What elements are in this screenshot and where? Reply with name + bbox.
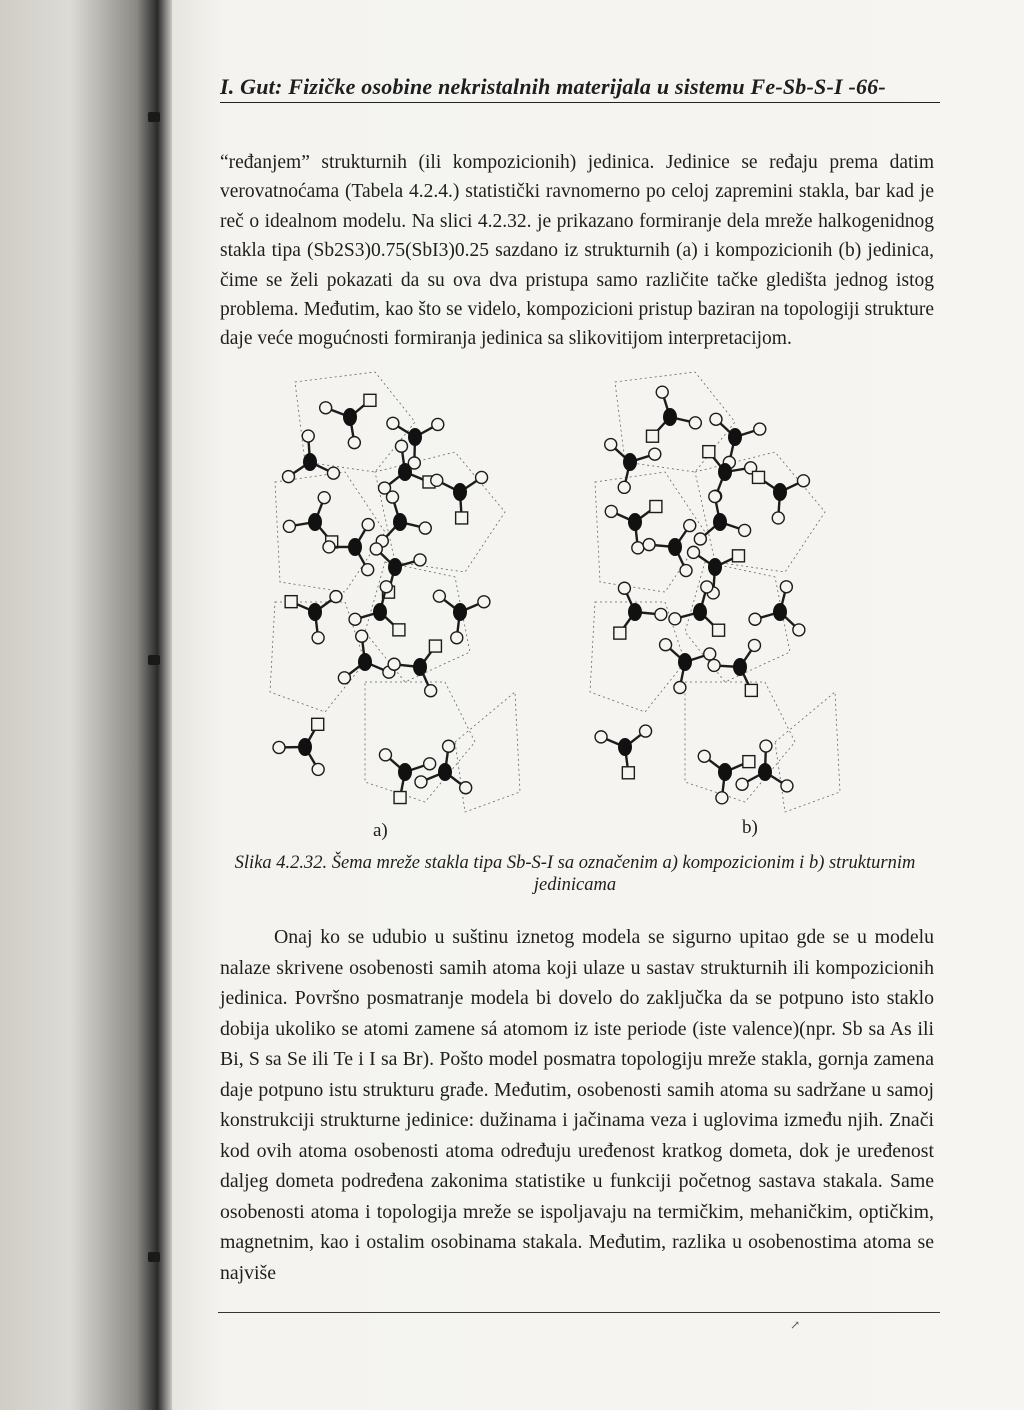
iodine-atom-square bbox=[703, 446, 715, 458]
antimony-atom-dot bbox=[373, 603, 387, 621]
sulfur-atom-circle bbox=[395, 440, 407, 452]
sulfur-atom-circle bbox=[387, 417, 399, 429]
unit-boundary bbox=[775, 692, 840, 812]
antimony-atom-dot bbox=[388, 558, 402, 576]
sulfur-atom-circle bbox=[640, 725, 652, 737]
sulfur-atom-circle bbox=[669, 613, 681, 625]
antimony-atom-dot bbox=[308, 513, 322, 531]
sulfur-atom-circle bbox=[694, 533, 706, 545]
sulfur-atom-circle bbox=[312, 632, 324, 644]
sulfur-atom-circle bbox=[362, 519, 374, 531]
antimony-atom-dot bbox=[398, 463, 412, 481]
sulfur-atom-circle bbox=[380, 581, 392, 593]
sulfur-atom-circle bbox=[433, 590, 445, 602]
network-diagram-a bbox=[255, 362, 525, 822]
antimony-atom-dot bbox=[758, 763, 772, 781]
iodine-atom-square bbox=[456, 512, 468, 524]
sulfur-atom-circle bbox=[388, 658, 400, 670]
antimony-atom-dot bbox=[623, 453, 637, 471]
iodine-atom-square bbox=[614, 627, 626, 639]
antimony-atom-dot bbox=[663, 408, 677, 426]
book-binding-shadow bbox=[0, 0, 175, 1410]
figure-panel-b-label: b) bbox=[742, 817, 758, 838]
sulfur-atom-circle bbox=[632, 542, 644, 554]
unit-boundary bbox=[695, 452, 825, 572]
antimony-atom-dot bbox=[408, 428, 422, 446]
footer-mark: ↗ bbox=[790, 1318, 801, 1332]
sulfur-atom-circle bbox=[660, 639, 672, 651]
antimony-atom-dot bbox=[628, 513, 642, 531]
antimony-atom-dot bbox=[628, 603, 642, 621]
sulfur-atom-circle bbox=[356, 630, 368, 642]
sulfur-atom-circle bbox=[701, 581, 713, 593]
sulfur-atom-circle bbox=[643, 539, 655, 551]
iodine-atom-square bbox=[646, 430, 658, 442]
binding-clip bbox=[148, 655, 160, 665]
sulfur-atom-circle bbox=[330, 591, 342, 603]
antimony-atom-dot bbox=[618, 738, 632, 756]
sulfur-atom-circle bbox=[709, 491, 721, 503]
sulfur-atom-circle bbox=[689, 417, 701, 429]
iodine-atom-square bbox=[429, 640, 441, 652]
sulfur-atom-circle bbox=[349, 613, 361, 625]
sulfur-atom-circle bbox=[432, 418, 444, 430]
sulfur-atom-circle bbox=[708, 659, 720, 671]
antimony-atom-dot bbox=[453, 603, 467, 621]
sulfur-atom-circle bbox=[443, 740, 455, 752]
antimony-atom-dot bbox=[678, 653, 692, 671]
antimony-atom-dot bbox=[718, 463, 732, 481]
sulfur-atom-circle bbox=[431, 474, 443, 486]
sulfur-atom-circle bbox=[780, 581, 792, 593]
antimony-atom-dot bbox=[393, 513, 407, 531]
binding-clip bbox=[148, 1252, 160, 1262]
iodine-atom-square bbox=[713, 624, 725, 636]
sulfur-atom-circle bbox=[419, 522, 431, 534]
antimony-atom-dot bbox=[343, 408, 357, 426]
network-diagram-b bbox=[575, 362, 855, 822]
antimony-atom-dot bbox=[348, 538, 362, 556]
sulfur-atom-circle bbox=[387, 491, 399, 503]
iodine-atom-square bbox=[732, 550, 744, 562]
sulfur-atom-circle bbox=[338, 672, 350, 684]
antimony-atom-dot bbox=[308, 603, 322, 621]
sulfur-atom-circle bbox=[379, 749, 391, 761]
sulfur-atom-circle bbox=[736, 778, 748, 790]
sulfur-atom-circle bbox=[415, 776, 427, 788]
footer-rule bbox=[218, 1312, 940, 1313]
sulfur-atom-circle bbox=[414, 554, 426, 566]
sulfur-atom-circle bbox=[684, 520, 696, 532]
antimony-atom-dot bbox=[718, 763, 732, 781]
sulfur-atom-circle bbox=[748, 639, 760, 651]
antimony-atom-dot bbox=[773, 603, 787, 621]
sulfur-atom-circle bbox=[605, 439, 617, 451]
sulfur-atom-circle bbox=[362, 564, 374, 576]
sulfur-atom-circle bbox=[595, 731, 607, 743]
sulfur-atom-circle bbox=[680, 565, 692, 577]
sulfur-atom-circle bbox=[781, 780, 793, 792]
sulfur-atom-circle bbox=[674, 681, 686, 693]
sulfur-atom-circle bbox=[655, 608, 667, 620]
sulfur-atom-circle bbox=[302, 430, 314, 442]
unit-boundary bbox=[375, 452, 505, 572]
antimony-atom-dot bbox=[298, 738, 312, 756]
sulfur-atom-circle bbox=[370, 543, 382, 555]
iodine-atom-square bbox=[752, 471, 764, 483]
sulfur-atom-circle bbox=[656, 386, 668, 398]
paragraph-intro: “ređanjem” strukturnih (ili kompozicionih) jedinica. Jedinice se ređaju prema datim verovatnoćama (Tabela 4.2.4.) statistički ravnomerno po celoj zapremini stakla, bar kad je reč o idealnom modelu. Na slici 4.2.32. je prikazano formiranje dela mreže halkogenidnog stakla tipa (Sb2S3)0.75(SbI3)0.25 sazdano iz strukturnih (a) i kompozicionih (b) jedinica, čime se želi pokazati da su ova dva pristupa samo različite tačke gledišta jednog istog problema. Međutim, kao što se videlo, kompozicioni pristup baziran na topologiji strukture daje veće mogućnosti formiranja jedinica sa slikovitijom interpretacijom. bbox=[220, 152, 934, 350]
figure-caption: Slika 4.2.32. Šema mreže stakla tipa Sb-S-I sa označenim a) kompozicionim i b) strukturnim jedinicama bbox=[234, 853, 916, 895]
sulfur-atom-circle bbox=[704, 648, 716, 660]
binding-clip bbox=[148, 112, 160, 122]
figure-panel-a-label: a) bbox=[373, 820, 388, 841]
sulfur-atom-circle bbox=[716, 792, 728, 804]
sulfur-atom-circle bbox=[273, 741, 285, 753]
sulfur-atom-circle bbox=[476, 471, 488, 483]
antimony-atom-dot bbox=[713, 513, 727, 531]
sulfur-atom-circle bbox=[478, 596, 490, 608]
antimony-atom-dot bbox=[708, 558, 722, 576]
iodine-atom-square bbox=[394, 792, 406, 804]
sulfur-atom-circle bbox=[687, 546, 699, 558]
antimony-atom-dot bbox=[668, 538, 682, 556]
sulfur-atom-circle bbox=[312, 763, 324, 775]
sulfur-atom-circle bbox=[760, 740, 772, 752]
sulfur-atom-circle bbox=[327, 467, 339, 479]
antimony-atom-dot bbox=[438, 763, 452, 781]
sulfur-atom-circle bbox=[749, 613, 761, 625]
sulfur-atom-circle bbox=[283, 520, 295, 532]
sulfur-atom-circle bbox=[793, 624, 805, 636]
antimony-atom-dot bbox=[693, 603, 707, 621]
iodine-atom-square bbox=[650, 501, 662, 513]
sulfur-atom-circle bbox=[710, 413, 722, 425]
sulfur-atom-circle bbox=[797, 475, 809, 487]
iodine-atom-square bbox=[285, 596, 297, 608]
sulfur-atom-circle bbox=[649, 448, 661, 460]
antimony-atom-dot bbox=[773, 483, 787, 501]
sulfur-atom-circle bbox=[618, 582, 630, 594]
sulfur-atom-circle bbox=[282, 471, 294, 483]
paragraph-body: Onaj ko se udubio u suštinu iznetog modela se sigurno upitao gde se u modelu nalaze skrivene osobenosti samih atoma koji ulaze u sastav strukturnih ili kompozicionih jedinica. Površno posmatranje modela bi dovelo do zaključka da se potpuno isto staklo dobija ukoliko se atomi zamene sá atomom iz iste periode (iste valence)(npr. Sb sa As ili Bi, S sa Se ili Te i I sa Br). Pošto model posmatra topologiju mreže stakla, gornja zamena daje potpuno istu strukturu građe. Međutim, osobenosti samih atoma su sadržane u samoj konstrukciji strukturne jedinice: dužinama i jačinama veza i uglovima između njih. Znači kod ovih atoma osobenosti atoma određuju uređenost kratkog dometa, dok je uređenost daljeg dometa podređena zakonima statistike u funkciji početnog sastava stakala. Same osobenosti atoma i topologija mreže se ispoljavaju na termičkim, mehaničkim, optičkim, magnetnim, kao i ostalim osobinama stakala. Međutim, razlika u osobenostima atoma se najviše bbox=[220, 926, 934, 1284]
iodine-atom-square bbox=[364, 394, 376, 406]
iodine-atom-square bbox=[622, 767, 634, 779]
sulfur-atom-circle bbox=[754, 423, 766, 435]
sulfur-atom-circle bbox=[323, 541, 335, 553]
sulfur-atom-circle bbox=[348, 437, 360, 449]
antimony-atom-dot bbox=[303, 453, 317, 471]
sulfur-atom-circle bbox=[425, 685, 437, 697]
sulfur-atom-circle bbox=[739, 524, 751, 536]
antimony-atom-dot bbox=[728, 428, 742, 446]
running-header: I. Gut: Fizičke osobine nekristalnih materijala u sistemu Fe-Sb-S-I -66- bbox=[220, 74, 940, 103]
network-figure bbox=[255, 362, 870, 838]
sulfur-atom-circle bbox=[451, 632, 463, 644]
sulfur-atom-circle bbox=[318, 492, 330, 504]
sulfur-atom-circle bbox=[460, 782, 472, 794]
antimony-atom-dot bbox=[453, 483, 467, 501]
antimony-atom-dot bbox=[413, 658, 427, 676]
sulfur-atom-circle bbox=[698, 750, 710, 762]
iodine-atom-square bbox=[312, 718, 324, 730]
sulfur-atom-circle bbox=[605, 505, 617, 517]
antimony-atom-dot bbox=[398, 763, 412, 781]
sulfur-atom-circle bbox=[618, 481, 630, 493]
sulfur-atom-circle bbox=[424, 758, 436, 770]
iodine-atom-square bbox=[743, 756, 755, 768]
sulfur-atom-circle bbox=[320, 402, 332, 414]
iodine-atom-square bbox=[393, 624, 405, 636]
sulfur-atom-circle bbox=[772, 512, 784, 524]
antimony-atom-dot bbox=[358, 653, 372, 671]
iodine-atom-square bbox=[745, 684, 757, 696]
antimony-atom-dot bbox=[733, 658, 747, 676]
